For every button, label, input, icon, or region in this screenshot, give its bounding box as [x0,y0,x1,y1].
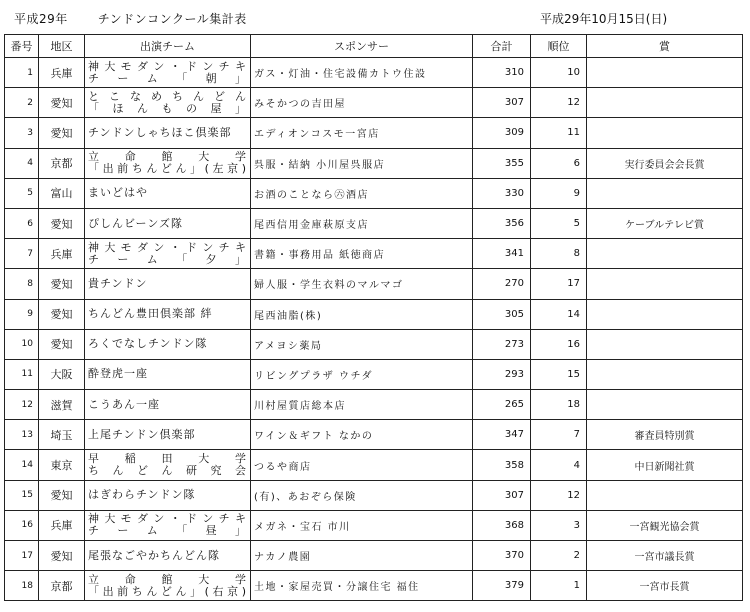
row-sponsor: ワイン＆ギフト なかの [251,420,473,450]
table-row [5,359,743,389]
row-award: 一宮観光協会賞 [587,510,743,540]
row-region: 愛知 [39,299,85,329]
row-award [587,329,743,359]
row-region: 京都 [39,148,85,178]
document-title: チンドンコンクール集計表 [97,12,247,26]
team-name-line: ろくでなしチンドン隊 [88,337,208,351]
row-total: 305 [473,299,531,329]
row-rank: 12 [531,88,587,118]
row-award [587,58,743,88]
row-rank: 2 [531,541,587,571]
row-total: 273 [473,329,531,359]
row-rank: 8 [531,239,587,269]
team-name-line: 神大モダン・ドンチキ [88,240,247,254]
row-team [85,118,251,148]
document-header [14,10,247,27]
row-number: 4 [5,148,39,178]
table-row [5,541,743,571]
row-team [85,420,251,450]
row-region: 滋賀 [39,390,85,420]
row-award: 中日新聞社賞 [587,450,743,480]
row-award [587,118,743,148]
row-rank: 10 [531,58,587,88]
table-row [5,510,743,540]
row-region: 愛知 [39,541,85,571]
row-number: 18 [5,571,39,601]
row-team [85,541,251,571]
row-award: ケーブルテレビ賞 [587,208,743,238]
row-sponsor: 尾西油脂(株) [251,299,473,329]
row-region: 兵庫 [39,58,85,88]
row-number: 16 [5,510,39,540]
row-number: 7 [5,239,39,269]
row-number: 14 [5,450,39,480]
team-name-line: 貴チンドン [88,276,148,290]
row-region: 東京 [39,450,85,480]
row-total: 358 [473,450,531,480]
table-row [5,390,743,420]
row-number: 3 [5,118,39,148]
row-award [587,359,743,389]
row-rank: 16 [531,329,587,359]
team-name-line: 早稲田大学 [88,452,247,466]
row-total: 310 [473,58,531,88]
row-sponsor: 川村屋質店総本店 [251,390,473,420]
team-name-line: ちんどん豊田倶楽部 絆 [88,307,213,321]
row-number: 9 [5,299,39,329]
table-body [5,58,743,601]
row-team [85,148,251,178]
row-team [85,390,251,420]
row-rank: 7 [531,420,587,450]
row-team [85,239,251,269]
row-number: 12 [5,390,39,420]
table-row [5,208,743,238]
row-team [85,299,251,329]
row-award: 一宮市長賞 [587,571,743,601]
row-total: 355 [473,148,531,178]
col-header-sponsor: スポンサー [251,35,473,58]
row-rank: 4 [531,450,587,480]
table-row [5,239,743,269]
row-rank: 3 [531,510,587,540]
row-team [85,450,251,480]
header-year: 平成29年 [14,12,68,26]
row-award [587,299,743,329]
row-award [587,178,743,208]
team-name-line: ちんどん研究会 [88,464,247,478]
row-sponsor: 呉服・結納 小川屋呉服店 [251,148,473,178]
row-total: 368 [473,510,531,540]
row-rank: 11 [531,118,587,148]
row-award [587,239,743,269]
col-header-no: 番号 [5,35,39,58]
row-award: 一宮市議長賞 [587,541,743,571]
row-award [587,390,743,420]
table-row [5,58,743,88]
row-region: 愛知 [39,208,85,238]
row-sponsor: エディオンコスモ一宮店 [251,118,473,148]
row-team [85,359,251,389]
team-name-line: まいどはや [88,186,148,200]
row-total: 341 [473,239,531,269]
row-sponsor: (有)、あおぞら保険 [251,480,473,510]
row-sponsor: 婦人服・学生衣料のマルマゴ [251,269,473,299]
results-table [4,34,743,601]
team-name-line: こうあん一座 [88,397,160,411]
row-team [85,510,251,540]
team-name-line: 「ほんもの屋」 [88,101,247,115]
row-number: 8 [5,269,39,299]
team-name-line: 「出前ちんどん」(右京) [88,584,247,598]
row-total: 347 [473,420,531,450]
row-sponsor: ナカノ農園 [251,541,473,571]
row-number: 10 [5,329,39,359]
row-region: 埼玉 [39,420,85,450]
row-sponsor: 書籍・事務用品 紙徳商店 [251,239,473,269]
row-total: 330 [473,178,531,208]
col-header-rank: 順位 [531,35,587,58]
row-total: 270 [473,269,531,299]
row-rank: 14 [531,299,587,329]
table-row [5,329,743,359]
row-rank: 15 [531,359,587,389]
col-header-award: 賞 [587,35,743,58]
row-number: 6 [5,208,39,238]
row-total: 307 [473,88,531,118]
row-team [85,88,251,118]
row-number: 11 [5,359,39,389]
table-row [5,299,743,329]
team-name-line: チーム「夕」 [88,252,247,266]
row-sponsor: 尾西信用金庫萩原支店 [251,208,473,238]
row-region: 大阪 [39,359,85,389]
team-name-line: とこなめちんどん [88,89,247,103]
row-rank: 9 [531,178,587,208]
row-region: 愛知 [39,88,85,118]
team-name-line: 酔登虎一座 [88,367,148,381]
row-rank: 18 [531,390,587,420]
row-region: 愛知 [39,480,85,510]
table-row [5,480,743,510]
row-total: 309 [473,118,531,148]
table-row [5,269,743,299]
table-row [5,420,743,450]
table-row [5,178,743,208]
table-header-row [5,35,743,58]
row-sponsor: アメヨシ薬局 [251,329,473,359]
row-region: 兵庫 [39,510,85,540]
row-number: 15 [5,480,39,510]
row-sponsor: お酒のことなら㊅酒店 [251,178,473,208]
row-sponsor: ガス・灯油・住宅設備カトウ住設 [251,58,473,88]
team-name-line: 尾張なごやかちんどん隊 [88,548,220,562]
row-number: 1 [5,58,39,88]
row-total: 307 [473,480,531,510]
team-name-line: チーム「朝」 [88,71,247,85]
team-name-line: 立命館大学 [88,150,247,164]
table-row [5,148,743,178]
col-header-region: 地区 [39,35,85,58]
row-award: 実行委員会会長賞 [587,148,743,178]
row-region: 愛知 [39,269,85,299]
row-total: 379 [473,571,531,601]
col-header-total: 合計 [473,35,531,58]
row-team [85,58,251,88]
team-name-line: ぴしんビーンズ隊 [88,216,184,230]
team-name-line: チーム「昼」 [88,524,247,538]
row-sponsor: メガネ・宝石 市川 [251,510,473,540]
table-row [5,88,743,118]
team-name-line: 神大モダン・ドンチキ [88,512,247,526]
row-team [85,329,251,359]
team-name-line: 上尾チンドン倶楽部 [88,427,196,441]
row-total: 370 [473,541,531,571]
row-region: 愛知 [39,118,85,148]
team-name-line: チンドンしゃちほこ倶楽部 [88,125,232,139]
row-number: 13 [5,420,39,450]
row-region: 愛知 [39,329,85,359]
row-team [85,178,251,208]
row-number: 17 [5,541,39,571]
row-region: 富山 [39,178,85,208]
row-total: 293 [473,359,531,389]
row-award [587,480,743,510]
row-total: 265 [473,390,531,420]
row-team [85,208,251,238]
table-row [5,450,743,480]
col-header-team: 出演チーム [85,35,251,58]
row-number: 2 [5,88,39,118]
header-date: 平成29年10月15日(日) [540,12,668,26]
row-rank: 5 [531,208,587,238]
team-name-line: はぎわらチンドン隊 [88,488,196,502]
row-total: 356 [473,208,531,238]
row-team [85,571,251,601]
table-row [5,571,743,601]
row-sponsor: つるや商店 [251,450,473,480]
table-row [5,118,743,148]
team-name-line: 「出前ちんどん」(左京) [88,162,247,176]
row-award [587,88,743,118]
row-number: 5 [5,178,39,208]
row-rank: 1 [531,571,587,601]
row-award: 審査員特別賞 [587,420,743,450]
row-sponsor: みそかつの吉田屋 [251,88,473,118]
row-sponsor: リビングプラザ ウチダ [251,359,473,389]
row-team [85,480,251,510]
row-award [587,269,743,299]
row-sponsor: 土地・家屋売買・分譲住宅 福住 [251,571,473,601]
team-name-line: 神大モダン・ドンチキ [88,59,247,73]
team-name-line: 立命館大学 [88,572,247,586]
row-region: 兵庫 [39,239,85,269]
row-rank: 6 [531,148,587,178]
row-team [85,269,251,299]
row-region: 京都 [39,571,85,601]
row-rank: 17 [531,269,587,299]
row-rank: 12 [531,480,587,510]
